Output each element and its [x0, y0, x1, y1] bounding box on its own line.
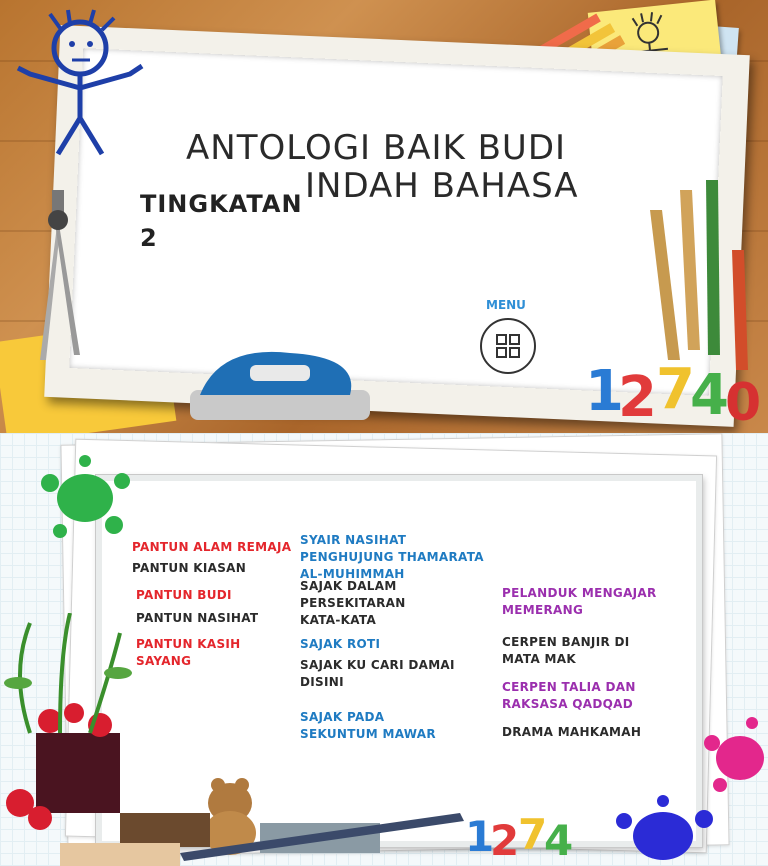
menu-link-sajak-pada-sekuntum-mawar[interactable]: SAJAK PADA SEKUNTUM MAWAR [300, 710, 436, 741]
number-blocks-icon [460, 803, 610, 866]
svg-text:7: 7 [518, 810, 548, 859]
menu-button[interactable] [480, 318, 536, 374]
whiteboard [69, 48, 722, 396]
menu-link-pantun-budi[interactable]: PANTUN BUDI [136, 588, 232, 602]
menu-label: MENU [486, 298, 526, 312]
menu-link-pantun-kasih-sayang[interactable]: PANTUN KASIH SAYANG [136, 637, 241, 668]
title-line-2: INDAH BAHASA [305, 166, 579, 206]
desk-items-icon [60, 763, 480, 866]
menu-link-pantun-nasihat[interactable]: PANTUN NASIHAT [136, 611, 259, 625]
menu-link-pantun-kiasan[interactable]: PANTUN KIASAN [132, 561, 247, 575]
menu-link-cerpen-talia[interactable]: CERPEN TALIA DAN RAKSASA QADQAD [502, 680, 636, 711]
menu-link-sajak-dalam-persekitaran[interactable]: SAJAK DALAM PERSEKITARAN KATA-KATA [300, 579, 406, 627]
pencils-icon [640, 170, 768, 370]
pink-paint-splash-icon [700, 713, 768, 803]
grade-number: 2 [140, 224, 157, 252]
compass-icon [20, 190, 110, 370]
svg-text:0: 0 [725, 373, 762, 433]
grid-menu-icon [496, 334, 520, 358]
menu-link-sajak-ku-cari-damai[interactable]: SAJAK KU CARI DAMAI DISINI [300, 658, 455, 689]
menu-link-cerpen-banjir[interactable]: CERPEN BANJIR DI MATA MAK [502, 635, 630, 666]
menu-slide [0, 433, 768, 866]
menu-link-drama-mahkamah[interactable]: DRAMA MAHKAMAH [502, 725, 642, 739]
menu-link-sajak-roti[interactable]: SAJAK ROTI [300, 637, 381, 651]
svg-text:2: 2 [490, 816, 520, 865]
title-line-1: ANTOLOGI BAIK BUDI [186, 128, 567, 168]
menu-link-pantun-alam-remaja[interactable]: PANTUN ALAM REMAJA [132, 540, 292, 554]
svg-text:1: 1 [585, 359, 624, 424]
svg-text:1: 1 [465, 812, 495, 861]
stick-figure-drawing-icon [10, 8, 150, 158]
svg-text:2: 2 [618, 365, 657, 430]
hole-punch-icon [180, 335, 380, 433]
menu-link-pelanduk-mengajar-memerang[interactable]: PELANDUK MENGAJAR MEMERANG [502, 586, 657, 617]
svg-text:4: 4 [690, 363, 729, 428]
svg-text:7: 7 [656, 357, 695, 422]
green-paint-splash-icon [30, 453, 140, 543]
menu-link-syair-nasihat[interactable]: SYAIR NASIHAT PENGHUJUNG THAMARATA AL-MUHIMMAH [300, 533, 484, 581]
grade-label: TINGKATAN [140, 190, 303, 218]
number-blocks-icon [580, 350, 768, 433]
blue-paint-splash-icon [608, 791, 718, 866]
svg-text:4: 4 [544, 816, 574, 865]
